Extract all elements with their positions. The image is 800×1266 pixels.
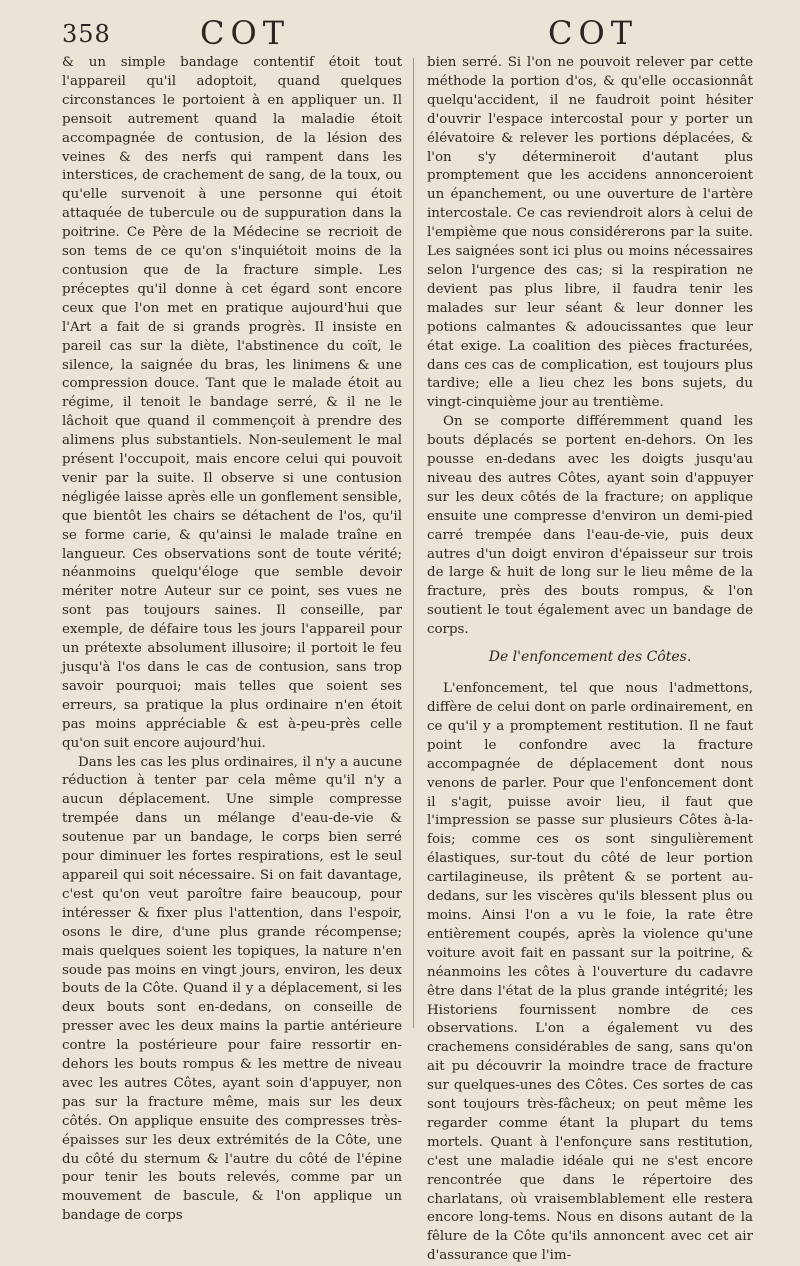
paragraph: bien serré. Si l'on ne pouvoit relever par cette méthode la portion d'os, & qu'elle occasionnât quelqu'accident, il ne faudroit point hésiter d'ouvrir l'espace intercostal pour y porter un élévatoire & relever les portions déplacées, & l'on s'y détermineroit d'autant plus promptement que les accidens annonceroient un épanchement, ou une ouverture de l'artère intercostale. Ce cas reviendroit alors à celui de l'empième que nous considérerons par la suite. Les saignées sont ici plus ou moins nécessaires selon l'urgence des cas; si la respiration ne devient pas plus libre, il faudra tenir les malades sur leur séant & leur donner les potions calmantes & adoucissantes que leur état exige. La coalition des pièces fracturées, dans ces cas de complication, est toujours plus tardive; elle a lieu chez les bons sujets, du vingt-cinquième jour au trentième. [427,55,753,411]
paragraph: Dans les cas les plus ordinaires, il n'y a aucune réduction à tenter par cela même qu'il n'y a aucun déplacement. Une simple compresse trempée dans un mélange d'eau-de-vie & soutenue par un bandage, le corps bien serré pour diminuer les fortes respirations, est le seul appareil qui soit nécessaire. Si on fait davantage, c'est qu'on veut paroître faire beaucoup, pour intéresser & fixer plus l'attention, dans l'espoir, osons le dire, d'une plus grande récompense; mais quelques soient les topiques, la nature n'en soude pas moins en vingt jours, environ, les deux bouts de la Côte. Quand il y a déplacement, si les deux bouts sont en-dedans, on conseille de presser avec les deux mains la partie antérieure contre la postérieure pour faire ressortir en-dehors les bouts rompus & les mettre de niveau avec les autres Côtes, ayant soin d'appuyer, non pas sur la fracture même, mais sur les deux côtés. On applique ensuite des compresses très-épaisses sur les deux extrémités de la Côte, une du côté du sternum & l'autre du côté de l'épine pour tenir les bouts relevés, comme par un mouvement de bascule, & l'on applique un bandage de corps [62,754,402,1224]
section-title: De l'enfoncement des Côtes. [488,649,692,666]
paragraph: & un simple bandage contentif étoit tout l'appareil qu'il adoptoit, quand quelques circonstances le portoient à en appliquer un. Il pensoit autrement quand la maladie étoit accompagnée de contusion, de la lésion des veines & des nerfs qui rampent dans les interstices, de crachement de sang, de la toux, ou qu'elle survenoit à une personne qui étoit attaquée de tubercule ou de suppuration dans la poitrine. Ce Père de la Médecine se recrioit de son tems de ce qu'on s'inquiétoit moins de la contusion que de la fracture simple. Les préceptes qu'il donne à cet égard sont encore ceux que l'on met en pratique aujourd'hui que l'Art a fait de si grands progrès. Il insiste en pareil cas sur la diète, l'abstinence du coït, le silence, la saignée du bras, les linimens & une compression douce. Tant que le malade étoit au régime, il tenoit le bandage serré, & il ne le lâchoit que quand il commençoit à prendre des alimens plus substantiels. Non-seulement le mal présent l'occupoit, mais encore celui qui pouvoit venir par la suite. Il observe si une contusion négligée laisse après elle un gonflement sensible, que bientôt les chairs se détachent de l'os, qu'il se forme carie, & qu'ainsi le malade traîne en langueur. Ces observations sont de toute vérité; néanmoins quelqu'éloge que semble devoir mériter notre Auteur sur ce point, ses vues ne sont pas toujours saines. Il conseille, par exemple, de défaire tous les jours l'appareil pour un prétexte absolument illusoire; il portoit le feu jusqu'à l'os dans le cas de contusion, sans trop savoir pourquoi; mais telles que soient ses erreurs, sa pratique la plus ordinaire n'en étoit pas moins appréciable & est à-peu-près celle qu'on suit encore aujourd'hui. [62,55,402,751]
column-divider [413,58,414,1028]
paragraph: On se comporte différemment quand les bouts déplacés se portent en-dehors. On les pousse en-dedans avec les doigts jusqu'au niveau des autres Côtes, ayant soin d'appuyer sur les deux côtés de la fracture; on applique ensuite une compresse d'environ un demi-pied carré trempée dans l'eau-de-vie, puis deux autres d'un doigt environ d'épaisseur sur trois de large & huit de long sur le lieu même de la fracture, près des bouts rompus, & l'on soutient le tout également avec un bandage de corps. [427,414,753,638]
page-header [0,6,800,54]
left-column [62,54,402,1226]
running-head-left: COT [200,14,291,52]
paragraph: L'enfoncement, tel que nous l'admettons, diffère de celui dont on parle ordinairement, en ce qu'il y a promptement restitution. Il ne faut point le confondre avec la fracture accompagnée de déplacement dont nous venons de parler. Pour que l'enfoncement dont il s'agit, puisse avoir lieu, il faut que l'impression se passe sur plusieurs Côtes à-la-fois; comme ces os sont singulièrement élastiques, sur-tout du côté de leur portion cartilagineuse, ils prêtent & se portent au-dedans, sur les viscères qu'ils blessent plus ou moins. Ainsi l'on a vu le foie, la rate être entièrement coupés, après la violence qu'une voiture avoit fait en passant sur la poitrine, & néanmoins les côtes à l'ouverture du cadavre être dans l'état de la plus grande intégrité; les Historiens fournissent nombre de ces observations. L'on a également vu des crachemens considérables de sang, sans qu'on ait pu découvrir la moindre trace de fracture sur quelques-unes des Côtes. Ces sortes de cas sont toujours très-fâcheux; on peut même les regarder comme étant la plupart du tems mortels. Quant à l'enfonçure sans restitution, c'est une maladie idéale qui ne s'est encore rencontrée que dans le répertoire des charlatans, où vraisemblablement elle restera encore long-tems. Nous en disons autant de la fêlure de la Côte qu'ils annoncent avec cet air d'assurance que l'im- [427,681,753,1264]
right-column [427,54,753,1266]
page-number: 358 [62,20,111,48]
running-head-right: COT [548,14,639,52]
